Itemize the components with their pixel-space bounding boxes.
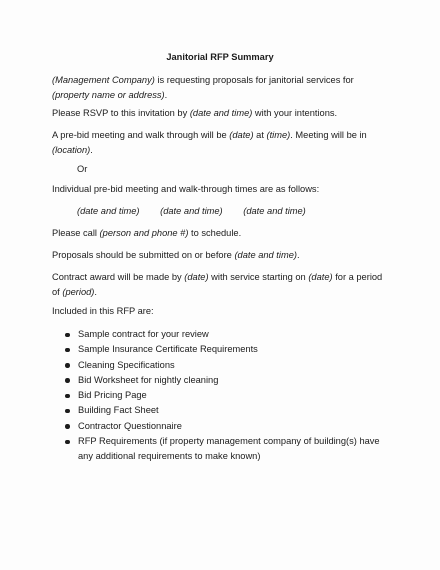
paragraph-prebid-meeting xyxy=(52,128,392,159)
placeholder-award-date: (date) xyxy=(184,272,209,282)
placeholder-location: (location) xyxy=(52,145,91,156)
placeholder-time: (time) xyxy=(266,130,291,140)
text-span: of xyxy=(52,287,63,298)
text-span: A pre-bid meeting and walk through will be xyxy=(52,130,230,140)
list-item-text: Bid Worksheet for nightly cleaning xyxy=(78,374,219,385)
placeholder-date-time-1: (date and time) xyxy=(77,206,140,216)
paragraph-contract-line-2 xyxy=(52,285,392,300)
placeholder-date-time-3: (date and time) xyxy=(243,206,306,216)
text-span: Proposals should be submitted on or before xyxy=(52,250,235,260)
paragraph-prebid-line-2 xyxy=(52,143,392,158)
text-span: . Meeting will be in xyxy=(290,130,367,140)
placeholder-date: (date) xyxy=(229,130,254,140)
paragraph-contract-line-1 xyxy=(52,270,392,285)
bullet-icon xyxy=(65,333,70,338)
document-title: Janitorial RFP Summary xyxy=(166,52,274,62)
bullet-icon xyxy=(65,394,70,399)
list-item-text-line-2: any additional requirements to make known) xyxy=(78,451,261,462)
text-span: at xyxy=(253,130,267,140)
text-span: Contract award will be made by xyxy=(52,272,185,282)
bullet-icon xyxy=(65,363,70,368)
bullet-icon xyxy=(65,424,70,429)
paragraph-contract-award xyxy=(52,270,392,301)
list-item-text: Bid Pricing Page xyxy=(78,390,147,401)
placeholder-person-phone: (person and phone #) xyxy=(99,228,189,238)
text-span: . xyxy=(296,250,300,260)
list-item xyxy=(52,419,392,434)
paragraph-request xyxy=(52,73,392,104)
text-span: . xyxy=(94,287,97,298)
list-item-text: Building Fact Sheet xyxy=(78,405,159,416)
paragraph-prebid-line-1 xyxy=(52,128,392,143)
list-item-text: Contractor Questionnaire xyxy=(78,420,182,431)
text-span: for a period xyxy=(332,272,383,282)
or-separator: Or xyxy=(77,164,88,174)
paragraph-request-line-1 xyxy=(52,73,392,88)
list-item xyxy=(52,342,392,357)
paragraph-rsvp xyxy=(52,106,392,121)
list-item xyxy=(52,373,392,388)
text-span: to schedule. xyxy=(188,228,242,238)
placeholder-date-time-2: (date and time) xyxy=(160,206,223,216)
paragraph-request-line-2 xyxy=(52,88,392,103)
placeholder-submission-date-time: (date and time) xyxy=(234,250,297,260)
text-span: with your intentions. xyxy=(252,108,338,118)
paragraph-call xyxy=(52,226,392,241)
list-item xyxy=(52,327,392,342)
date-time-placeholders xyxy=(77,204,324,219)
list-item-text: Cleaning Specifications xyxy=(78,359,175,370)
text-span: Please call xyxy=(52,228,100,238)
paragraph-individual-times: Individual pre-bid meeting and walk-through times are as follows: xyxy=(52,184,320,194)
list-item xyxy=(52,403,392,418)
bullet-icon xyxy=(65,409,70,414)
text-span: is requesting proposals for janitorial services for xyxy=(154,75,354,85)
bullet-icon xyxy=(65,378,70,383)
placeholder-management-company: (Management Company) xyxy=(52,75,155,85)
included-items-list xyxy=(52,327,392,465)
list-item-text: Sample contract for your review xyxy=(78,329,209,339)
list-item xyxy=(52,358,392,373)
placeholder-period: (period) xyxy=(62,287,95,298)
paragraph-included: Included in this RFP are: xyxy=(52,306,154,316)
bullet-icon xyxy=(65,348,70,353)
text-span: Please RSVP to this invitation by xyxy=(52,108,190,118)
text-span: with service starting on xyxy=(208,272,309,282)
text-span: . xyxy=(90,145,93,156)
placeholder-date-time: (date and time) xyxy=(189,108,253,118)
list-item xyxy=(52,434,392,465)
list-item-text-line-1: RFP Requirements (if property management company of building(s) have xyxy=(78,436,380,447)
placeholder-start-date: (date) xyxy=(308,272,333,282)
paragraph-submission xyxy=(52,248,392,263)
list-item xyxy=(52,388,392,403)
list-item-text: Sample Insurance Certificate Requirements xyxy=(78,344,258,355)
text-span: . xyxy=(164,90,168,101)
bullet-icon xyxy=(65,440,70,445)
placeholder-property: (property name or address) xyxy=(52,90,165,101)
